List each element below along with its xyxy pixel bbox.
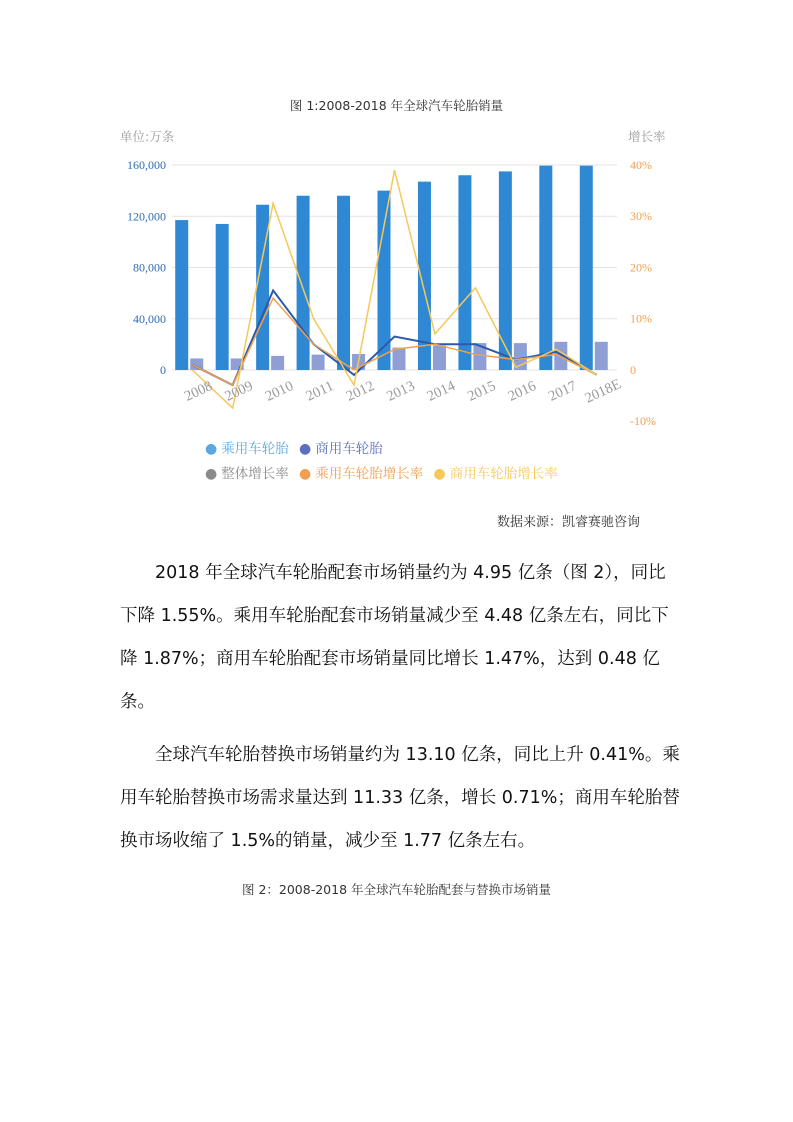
legend-label: 商用车轮胎增长率 bbox=[449, 466, 558, 482]
passenger-bar bbox=[580, 166, 593, 370]
y-right-tick-label: 40% bbox=[630, 158, 652, 172]
legend-row-2 bbox=[205, 462, 564, 482]
x-tick-label: 2014 bbox=[424, 377, 458, 405]
commercial-bar bbox=[433, 346, 446, 370]
x-tick-label: 2012 bbox=[343, 377, 377, 405]
x-tick-label: 2013 bbox=[384, 377, 418, 405]
passenger-bar bbox=[539, 166, 552, 370]
legend-row-1 bbox=[205, 437, 389, 457]
legend-label: 乘用车轮胎增长率 bbox=[315, 466, 424, 482]
passenger-bar bbox=[297, 196, 310, 370]
x-tick-label: 2018E bbox=[582, 376, 624, 407]
y-left-tick-label: 120,000 bbox=[127, 209, 166, 224]
legend-label: 整体增长率 bbox=[221, 466, 289, 482]
legend-label: 乘用车轮胎 bbox=[221, 441, 289, 457]
commercial-bar bbox=[312, 355, 325, 370]
y-left-tick-label: 0 bbox=[160, 363, 166, 377]
x-tick-label: 2016 bbox=[505, 377, 539, 405]
legend-item-commercial bbox=[299, 437, 383, 457]
legend-dot-icon: ● bbox=[205, 466, 218, 482]
legend-dot-icon: ● bbox=[433, 466, 446, 482]
commercial-bar bbox=[393, 348, 406, 370]
y-left-tick-label: 80,000 bbox=[133, 260, 166, 275]
x-tick-label: 2008 bbox=[182, 377, 216, 405]
y-right-tick-label: 10% bbox=[630, 311, 652, 326]
x-tick-label: 2011 bbox=[303, 378, 337, 405]
passenger-bar bbox=[175, 220, 188, 370]
figure-title: 图 1:2008-2018 年全球汽车轮胎销量 bbox=[289, 98, 504, 113]
y-left-tick-label: 40,000 bbox=[133, 311, 166, 326]
paragraph-oem: 2018 年全球汽车轮胎配套市场销量约为 4.95 亿条（图 2），同比下降 1.55%。乘用车轮胎配套市场销量减少至 4.48 亿条左右，同比下降 1.87%；商用车轮胎配套市场销量同比增长 1.47%，达到 0.48 亿条。 bbox=[120, 563, 669, 712]
x-tick-label: 2017 bbox=[546, 377, 580, 405]
left-axis-unit: 单位:万条 bbox=[120, 129, 175, 144]
figure2-caption: 图 2：2008-2018 年全球汽车轮胎配套与替换市场销量 bbox=[241, 882, 552, 897]
commercial-bar bbox=[595, 342, 608, 370]
y-left-tick-label: 160,000 bbox=[127, 158, 166, 172]
passenger-bar bbox=[256, 205, 269, 370]
y-right-tick-label: -10% bbox=[630, 414, 656, 428]
x-tick-label: 2010 bbox=[262, 377, 296, 405]
passenger-bar bbox=[499, 171, 512, 370]
y-right-tick-label: 0 bbox=[630, 362, 636, 377]
legend-item-passenger bbox=[205, 437, 289, 457]
legend-dot-icon: ● bbox=[205, 441, 218, 457]
x-tick-label: 2009 bbox=[222, 377, 256, 405]
paragraph-replacement: 全球汽车轮胎替换市场销量约为 13.10 亿条，同比上升 0.41%。乘用车轮胎替换市场需求量达到 11.33 亿条，增长 0.71%；商用车轮胎替换市场收缩了 1.5%的销量，减少至 1.77 亿条左右。 bbox=[120, 745, 680, 851]
passenger-growth-line bbox=[192, 298, 597, 385]
legend-item-passenger-growth bbox=[299, 462, 423, 482]
y-right-tick-label: 20% bbox=[630, 260, 652, 275]
x-tick-label: 2015 bbox=[465, 377, 499, 405]
data-source: 数据来源：凯睿赛驰咨询 bbox=[497, 515, 641, 530]
commercial-bar bbox=[271, 356, 284, 370]
legend-dot-icon: ● bbox=[299, 441, 312, 457]
tire-sales-chart bbox=[0, 0, 793, 440]
y-right-tick-label: 30% bbox=[630, 209, 652, 224]
passenger-bar bbox=[458, 175, 471, 370]
legend-item-commercial-growth bbox=[434, 462, 558, 482]
legend-label: 商用车轮胎 bbox=[315, 441, 383, 457]
passenger-bar bbox=[337, 196, 350, 370]
right-axis-unit: 增长率 bbox=[628, 129, 666, 144]
passenger-bar bbox=[216, 224, 229, 370]
legend-item-overall-growth bbox=[205, 462, 289, 482]
commercial-growth-line bbox=[192, 170, 597, 408]
legend-dot-icon: ● bbox=[299, 466, 312, 482]
